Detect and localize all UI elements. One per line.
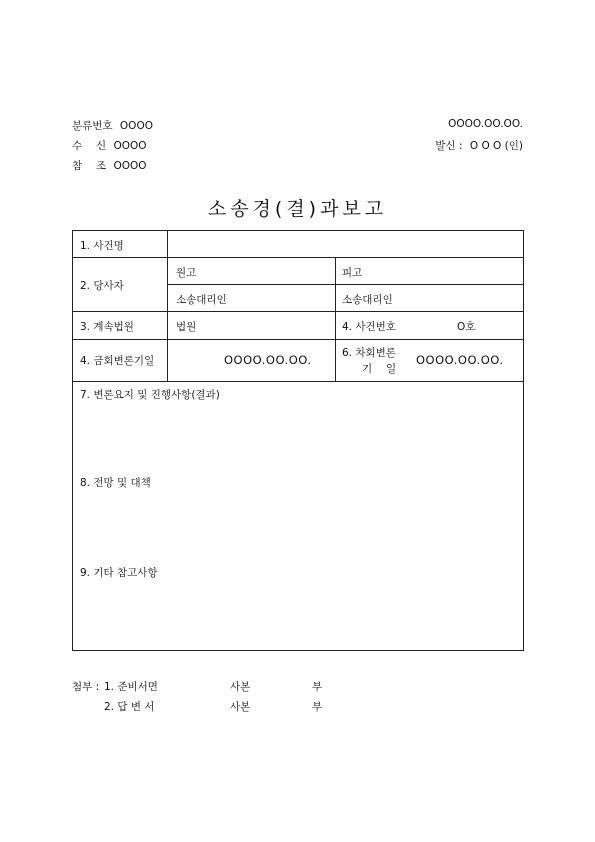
recipient-line [72,138,147,153]
attachment-2-name: 2. 답 변 서 [104,701,155,713]
section-7-heading: 7. 변론요지 및 진행사항(결과) [80,389,220,401]
table-frame [72,230,524,651]
plaintiff-label: 원고 [176,267,197,279]
attachment-1-unit: 부 [312,681,323,693]
attachment-1-name: 1. 준비서면 [104,681,158,693]
parties-label: 2. 당사자 [80,280,124,292]
column-divider [335,257,336,381]
section-8-heading: 8. 전망 및 대책 [80,477,151,489]
sender-line [435,138,523,153]
case-number-label: 4. 사건번호 [342,321,396,333]
recipient-value: OOOO [113,140,147,152]
plaintiff-agent-label: 소송대리인 [176,294,227,306]
row-divider [167,284,523,285]
defendant-label: 피고 [342,267,363,279]
sender-label: 발신 : [435,140,463,152]
row-divider [72,311,523,312]
attachment-2-unit: 부 [312,701,323,713]
reference-value: OOOO [113,160,147,172]
court-label: 3. 계속법원 [80,321,134,333]
row-divider [72,381,523,382]
row-divider [72,257,523,258]
next-hearing-label-line2: 기 일 [362,363,397,375]
recipient-label: 수 신 [72,140,107,152]
attachments-label: 첨부 : [72,681,100,693]
next-hearing-label: 6. 차회변론 [342,347,396,359]
attachment-1-copy: 사본 [230,681,251,693]
reference-label: 참 조 [72,160,107,172]
sender-value: O O O (인) [469,140,523,152]
classification-number-value: OOOO [119,120,153,132]
classification-number-label: 분류번호 [72,120,113,132]
report-table [72,230,523,650]
next-hearing-value: OOOO.OO.OO. [416,353,504,367]
defendant-agent-label: 소송대리인 [342,294,393,306]
case-name-label: 1. 사건명 [80,240,124,252]
hearing-date-value: OOOO.OO.OO. [224,353,312,367]
case-number-value: O호 [457,321,476,333]
section-9-heading: 9. 기타 참고사항 [80,567,158,579]
court-value: 법원 [176,321,197,333]
page-title: 소송경(결)과보고 [207,198,388,220]
classification-number [72,118,153,133]
hearing-date-label: 4. 금회변론기일 [80,355,155,367]
column-divider [167,230,168,381]
row-divider [72,339,523,340]
reference-line [72,158,147,173]
document-date: OOOO.OO.OO. [448,118,523,130]
attachment-2-copy: 사본 [230,701,251,713]
